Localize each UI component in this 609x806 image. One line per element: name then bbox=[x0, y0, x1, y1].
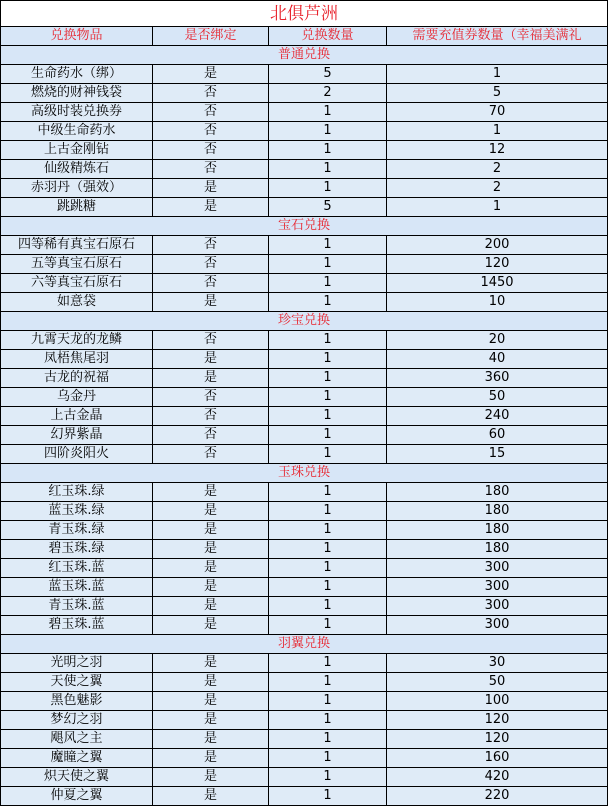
section-header-row bbox=[1, 217, 608, 236]
table-row bbox=[1, 331, 608, 350]
table-row bbox=[1, 141, 608, 160]
item-name-cell: 高级时装兑换券 bbox=[1, 103, 153, 121]
item-name-cell: 如意袋 bbox=[1, 293, 153, 311]
item-name-cell: 四阶炎阳火 bbox=[1, 445, 153, 463]
section-header-row bbox=[1, 464, 608, 483]
item-name-cell: 碧玉珠.蓝 bbox=[1, 616, 153, 634]
bound-cell: 否 bbox=[153, 141, 269, 159]
quantity-cell: 1 bbox=[269, 673, 387, 691]
table-row bbox=[1, 388, 608, 407]
voucher-cost-cell: 120 bbox=[387, 711, 608, 729]
table-row bbox=[1, 578, 608, 597]
item-name-cell: 赤羽丹（强效） bbox=[1, 179, 153, 197]
voucher-cost-cell: 1 bbox=[387, 122, 608, 140]
quantity-cell: 2 bbox=[269, 84, 387, 102]
quantity-cell: 1 bbox=[269, 521, 387, 539]
bound-cell: 是 bbox=[153, 749, 269, 767]
voucher-cost-cell: 1 bbox=[387, 65, 608, 83]
section-title: 普通兑换 bbox=[1, 46, 608, 64]
title-row bbox=[1, 1, 608, 27]
item-name-cell: 黑色魅影 bbox=[1, 692, 153, 710]
table-row bbox=[1, 236, 608, 255]
table-row bbox=[1, 616, 608, 635]
bound-cell: 是 bbox=[153, 502, 269, 520]
quantity-cell: 1 bbox=[269, 559, 387, 577]
table-row bbox=[1, 369, 608, 388]
quantity-cell: 1 bbox=[269, 445, 387, 463]
item-name-cell: 中级生命药水 bbox=[1, 122, 153, 140]
item-name-cell: 蓝玉珠.蓝 bbox=[1, 578, 153, 596]
bound-cell: 否 bbox=[153, 407, 269, 425]
quantity-cell: 1 bbox=[269, 692, 387, 710]
column-header-item: 兑换物品 bbox=[1, 27, 153, 45]
item-name-cell: 幻界紫晶 bbox=[1, 426, 153, 444]
item-name-cell: 光明之羽 bbox=[1, 654, 153, 672]
item-name-cell: 生命药水（绑） bbox=[1, 65, 153, 83]
section-header-row bbox=[1, 635, 608, 654]
voucher-cost-cell: 10 bbox=[387, 293, 608, 311]
voucher-cost-cell: 360 bbox=[387, 369, 608, 387]
voucher-cost-cell: 20 bbox=[387, 331, 608, 349]
table-row bbox=[1, 540, 608, 559]
voucher-cost-cell: 2 bbox=[387, 160, 608, 178]
item-name-cell: 燃烧的财神钱袋 bbox=[1, 84, 153, 102]
table-row bbox=[1, 673, 608, 692]
quantity-cell: 1 bbox=[269, 293, 387, 311]
bound-cell: 否 bbox=[153, 274, 269, 292]
table-row bbox=[1, 692, 608, 711]
voucher-cost-cell: 120 bbox=[387, 730, 608, 748]
bound-cell: 是 bbox=[153, 787, 269, 805]
voucher-cost-cell: 50 bbox=[387, 388, 608, 406]
item-name-cell: 六等真宝石原石 bbox=[1, 274, 153, 292]
voucher-cost-cell: 1 bbox=[387, 198, 608, 216]
bound-cell: 是 bbox=[153, 654, 269, 672]
bound-cell: 是 bbox=[153, 521, 269, 539]
bound-cell: 是 bbox=[153, 578, 269, 596]
quantity-cell: 1 bbox=[269, 103, 387, 121]
bound-cell: 否 bbox=[153, 331, 269, 349]
bound-cell: 否 bbox=[153, 103, 269, 121]
column-header-quantity: 兑换数量 bbox=[269, 27, 387, 45]
section-title: 玉珠兑换 bbox=[1, 464, 608, 482]
voucher-cost-cell: 5 bbox=[387, 84, 608, 102]
quantity-cell: 1 bbox=[269, 730, 387, 748]
voucher-cost-cell: 300 bbox=[387, 559, 608, 577]
voucher-cost-cell: 180 bbox=[387, 521, 608, 539]
bound-cell: 是 bbox=[153, 350, 269, 368]
section-header-row bbox=[1, 312, 608, 331]
quantity-cell: 1 bbox=[269, 369, 387, 387]
table-row bbox=[1, 293, 608, 312]
bound-cell: 是 bbox=[153, 559, 269, 577]
table-row bbox=[1, 445, 608, 464]
bound-cell: 是 bbox=[153, 483, 269, 501]
table-row bbox=[1, 179, 608, 198]
table-row bbox=[1, 730, 608, 749]
table-row bbox=[1, 426, 608, 445]
voucher-cost-cell: 2 bbox=[387, 179, 608, 197]
item-name-cell: 魔瞳之翼 bbox=[1, 749, 153, 767]
bound-cell: 是 bbox=[153, 730, 269, 748]
quantity-cell: 1 bbox=[269, 540, 387, 558]
item-name-cell: 古龙的祝福 bbox=[1, 369, 153, 387]
table-row bbox=[1, 198, 608, 217]
item-name-cell: 仙级精炼石 bbox=[1, 160, 153, 178]
item-name-cell: 五等真宝石原石 bbox=[1, 255, 153, 273]
voucher-cost-cell: 60 bbox=[387, 426, 608, 444]
quantity-cell: 1 bbox=[269, 787, 387, 805]
bound-cell: 是 bbox=[153, 673, 269, 691]
item-name-cell: 凤梧焦尾羽 bbox=[1, 350, 153, 368]
quantity-cell: 1 bbox=[269, 502, 387, 520]
table-row bbox=[1, 521, 608, 540]
quantity-cell: 5 bbox=[269, 198, 387, 216]
table-row bbox=[1, 483, 608, 502]
item-name-cell: 飓风之主 bbox=[1, 730, 153, 748]
voucher-cost-cell: 12 bbox=[387, 141, 608, 159]
bound-cell: 是 bbox=[153, 597, 269, 615]
voucher-cost-cell: 180 bbox=[387, 502, 608, 520]
table-row bbox=[1, 103, 608, 122]
voucher-cost-cell: 180 bbox=[387, 483, 608, 501]
bound-cell: 否 bbox=[153, 255, 269, 273]
table-row bbox=[1, 160, 608, 179]
table-row bbox=[1, 768, 608, 787]
table-row bbox=[1, 787, 608, 806]
voucher-cost-cell: 70 bbox=[387, 103, 608, 121]
bound-cell: 是 bbox=[153, 768, 269, 786]
item-name-cell: 四等稀有真宝石原石 bbox=[1, 236, 153, 254]
voucher-cost-cell: 120 bbox=[387, 255, 608, 273]
table-row bbox=[1, 65, 608, 84]
bound-cell: 是 bbox=[153, 616, 269, 634]
bound-cell: 否 bbox=[153, 388, 269, 406]
bound-cell: 是 bbox=[153, 711, 269, 729]
quantity-cell: 1 bbox=[269, 331, 387, 349]
voucher-cost-cell: 1450 bbox=[387, 274, 608, 292]
column-header-bound: 是否绑定 bbox=[153, 27, 269, 45]
quantity-cell: 1 bbox=[269, 483, 387, 501]
voucher-cost-cell: 30 bbox=[387, 654, 608, 672]
table-row bbox=[1, 597, 608, 616]
table-row bbox=[1, 654, 608, 673]
table-row bbox=[1, 711, 608, 730]
item-name-cell: 红玉珠.绿 bbox=[1, 483, 153, 501]
voucher-cost-cell: 100 bbox=[387, 692, 608, 710]
quantity-cell: 1 bbox=[269, 160, 387, 178]
quantity-cell: 1 bbox=[269, 141, 387, 159]
section-title: 羽翼兑换 bbox=[1, 635, 608, 653]
voucher-cost-cell: 50 bbox=[387, 673, 608, 691]
voucher-cost-cell: 420 bbox=[387, 768, 608, 786]
bound-cell: 否 bbox=[153, 160, 269, 178]
item-name-cell: 青玉珠.绿 bbox=[1, 521, 153, 539]
bound-cell: 否 bbox=[153, 122, 269, 140]
table-title: 北俱芦洲 bbox=[1, 1, 608, 26]
bound-cell: 是 bbox=[153, 65, 269, 83]
item-name-cell: 乌金丹 bbox=[1, 388, 153, 406]
table-row bbox=[1, 749, 608, 768]
table-row bbox=[1, 350, 608, 369]
quantity-cell: 1 bbox=[269, 711, 387, 729]
section-header-row bbox=[1, 46, 608, 65]
table-body bbox=[1, 46, 608, 806]
section-title: 珍宝兑换 bbox=[1, 312, 608, 330]
bound-cell: 是 bbox=[153, 179, 269, 197]
bound-cell: 是 bbox=[153, 293, 269, 311]
table-row bbox=[1, 502, 608, 521]
table-row bbox=[1, 559, 608, 578]
voucher-cost-cell: 15 bbox=[387, 445, 608, 463]
item-name-cell: 炽天使之翼 bbox=[1, 768, 153, 786]
quantity-cell: 1 bbox=[269, 255, 387, 273]
bound-cell: 否 bbox=[153, 445, 269, 463]
bound-cell: 否 bbox=[153, 426, 269, 444]
item-name-cell: 碧玉珠.绿 bbox=[1, 540, 153, 558]
item-name-cell: 跳跳糖 bbox=[1, 198, 153, 216]
quantity-cell: 1 bbox=[269, 597, 387, 615]
bound-cell: 是 bbox=[153, 369, 269, 387]
table-row bbox=[1, 122, 608, 141]
item-name-cell: 上古金晶 bbox=[1, 407, 153, 425]
quantity-cell: 1 bbox=[269, 616, 387, 634]
quantity-cell: 1 bbox=[269, 179, 387, 197]
voucher-cost-cell: 200 bbox=[387, 236, 608, 254]
voucher-cost-cell: 300 bbox=[387, 597, 608, 615]
item-name-cell: 红玉珠.蓝 bbox=[1, 559, 153, 577]
table-row bbox=[1, 255, 608, 274]
voucher-cost-cell: 220 bbox=[387, 787, 608, 805]
bound-cell: 否 bbox=[153, 236, 269, 254]
item-name-cell: 青玉珠.蓝 bbox=[1, 597, 153, 615]
quantity-cell: 1 bbox=[269, 122, 387, 140]
quantity-cell: 1 bbox=[269, 578, 387, 596]
voucher-cost-cell: 300 bbox=[387, 578, 608, 596]
table-row bbox=[1, 407, 608, 426]
quantity-cell: 1 bbox=[269, 426, 387, 444]
quantity-cell: 1 bbox=[269, 749, 387, 767]
quantity-cell: 1 bbox=[269, 768, 387, 786]
table-row bbox=[1, 274, 608, 293]
column-header-voucher-cost: 需要充值券数量（幸福美满礼 bbox=[387, 27, 608, 45]
item-name-cell: 天使之翼 bbox=[1, 673, 153, 691]
quantity-cell: 1 bbox=[269, 350, 387, 368]
quantity-cell: 1 bbox=[269, 407, 387, 425]
bound-cell: 是 bbox=[153, 198, 269, 216]
header-row bbox=[1, 27, 608, 46]
bound-cell: 否 bbox=[153, 84, 269, 102]
quantity-cell: 5 bbox=[269, 65, 387, 83]
quantity-cell: 1 bbox=[269, 388, 387, 406]
item-name-cell: 梦幻之羽 bbox=[1, 711, 153, 729]
quantity-cell: 1 bbox=[269, 236, 387, 254]
item-name-cell: 仲夏之翼 bbox=[1, 787, 153, 805]
bound-cell: 是 bbox=[153, 540, 269, 558]
item-name-cell: 上古金刚钻 bbox=[1, 141, 153, 159]
voucher-cost-cell: 40 bbox=[387, 350, 608, 368]
item-name-cell: 蓝玉珠.绿 bbox=[1, 502, 153, 520]
section-title: 宝石兑换 bbox=[1, 217, 608, 235]
table-row bbox=[1, 84, 608, 103]
voucher-cost-cell: 240 bbox=[387, 407, 608, 425]
voucher-cost-cell: 160 bbox=[387, 749, 608, 767]
voucher-cost-cell: 180 bbox=[387, 540, 608, 558]
voucher-cost-cell: 300 bbox=[387, 616, 608, 634]
item-name-cell: 九霄天龙的龙鳞 bbox=[1, 331, 153, 349]
bound-cell: 是 bbox=[153, 692, 269, 710]
quantity-cell: 1 bbox=[269, 654, 387, 672]
quantity-cell: 1 bbox=[269, 274, 387, 292]
